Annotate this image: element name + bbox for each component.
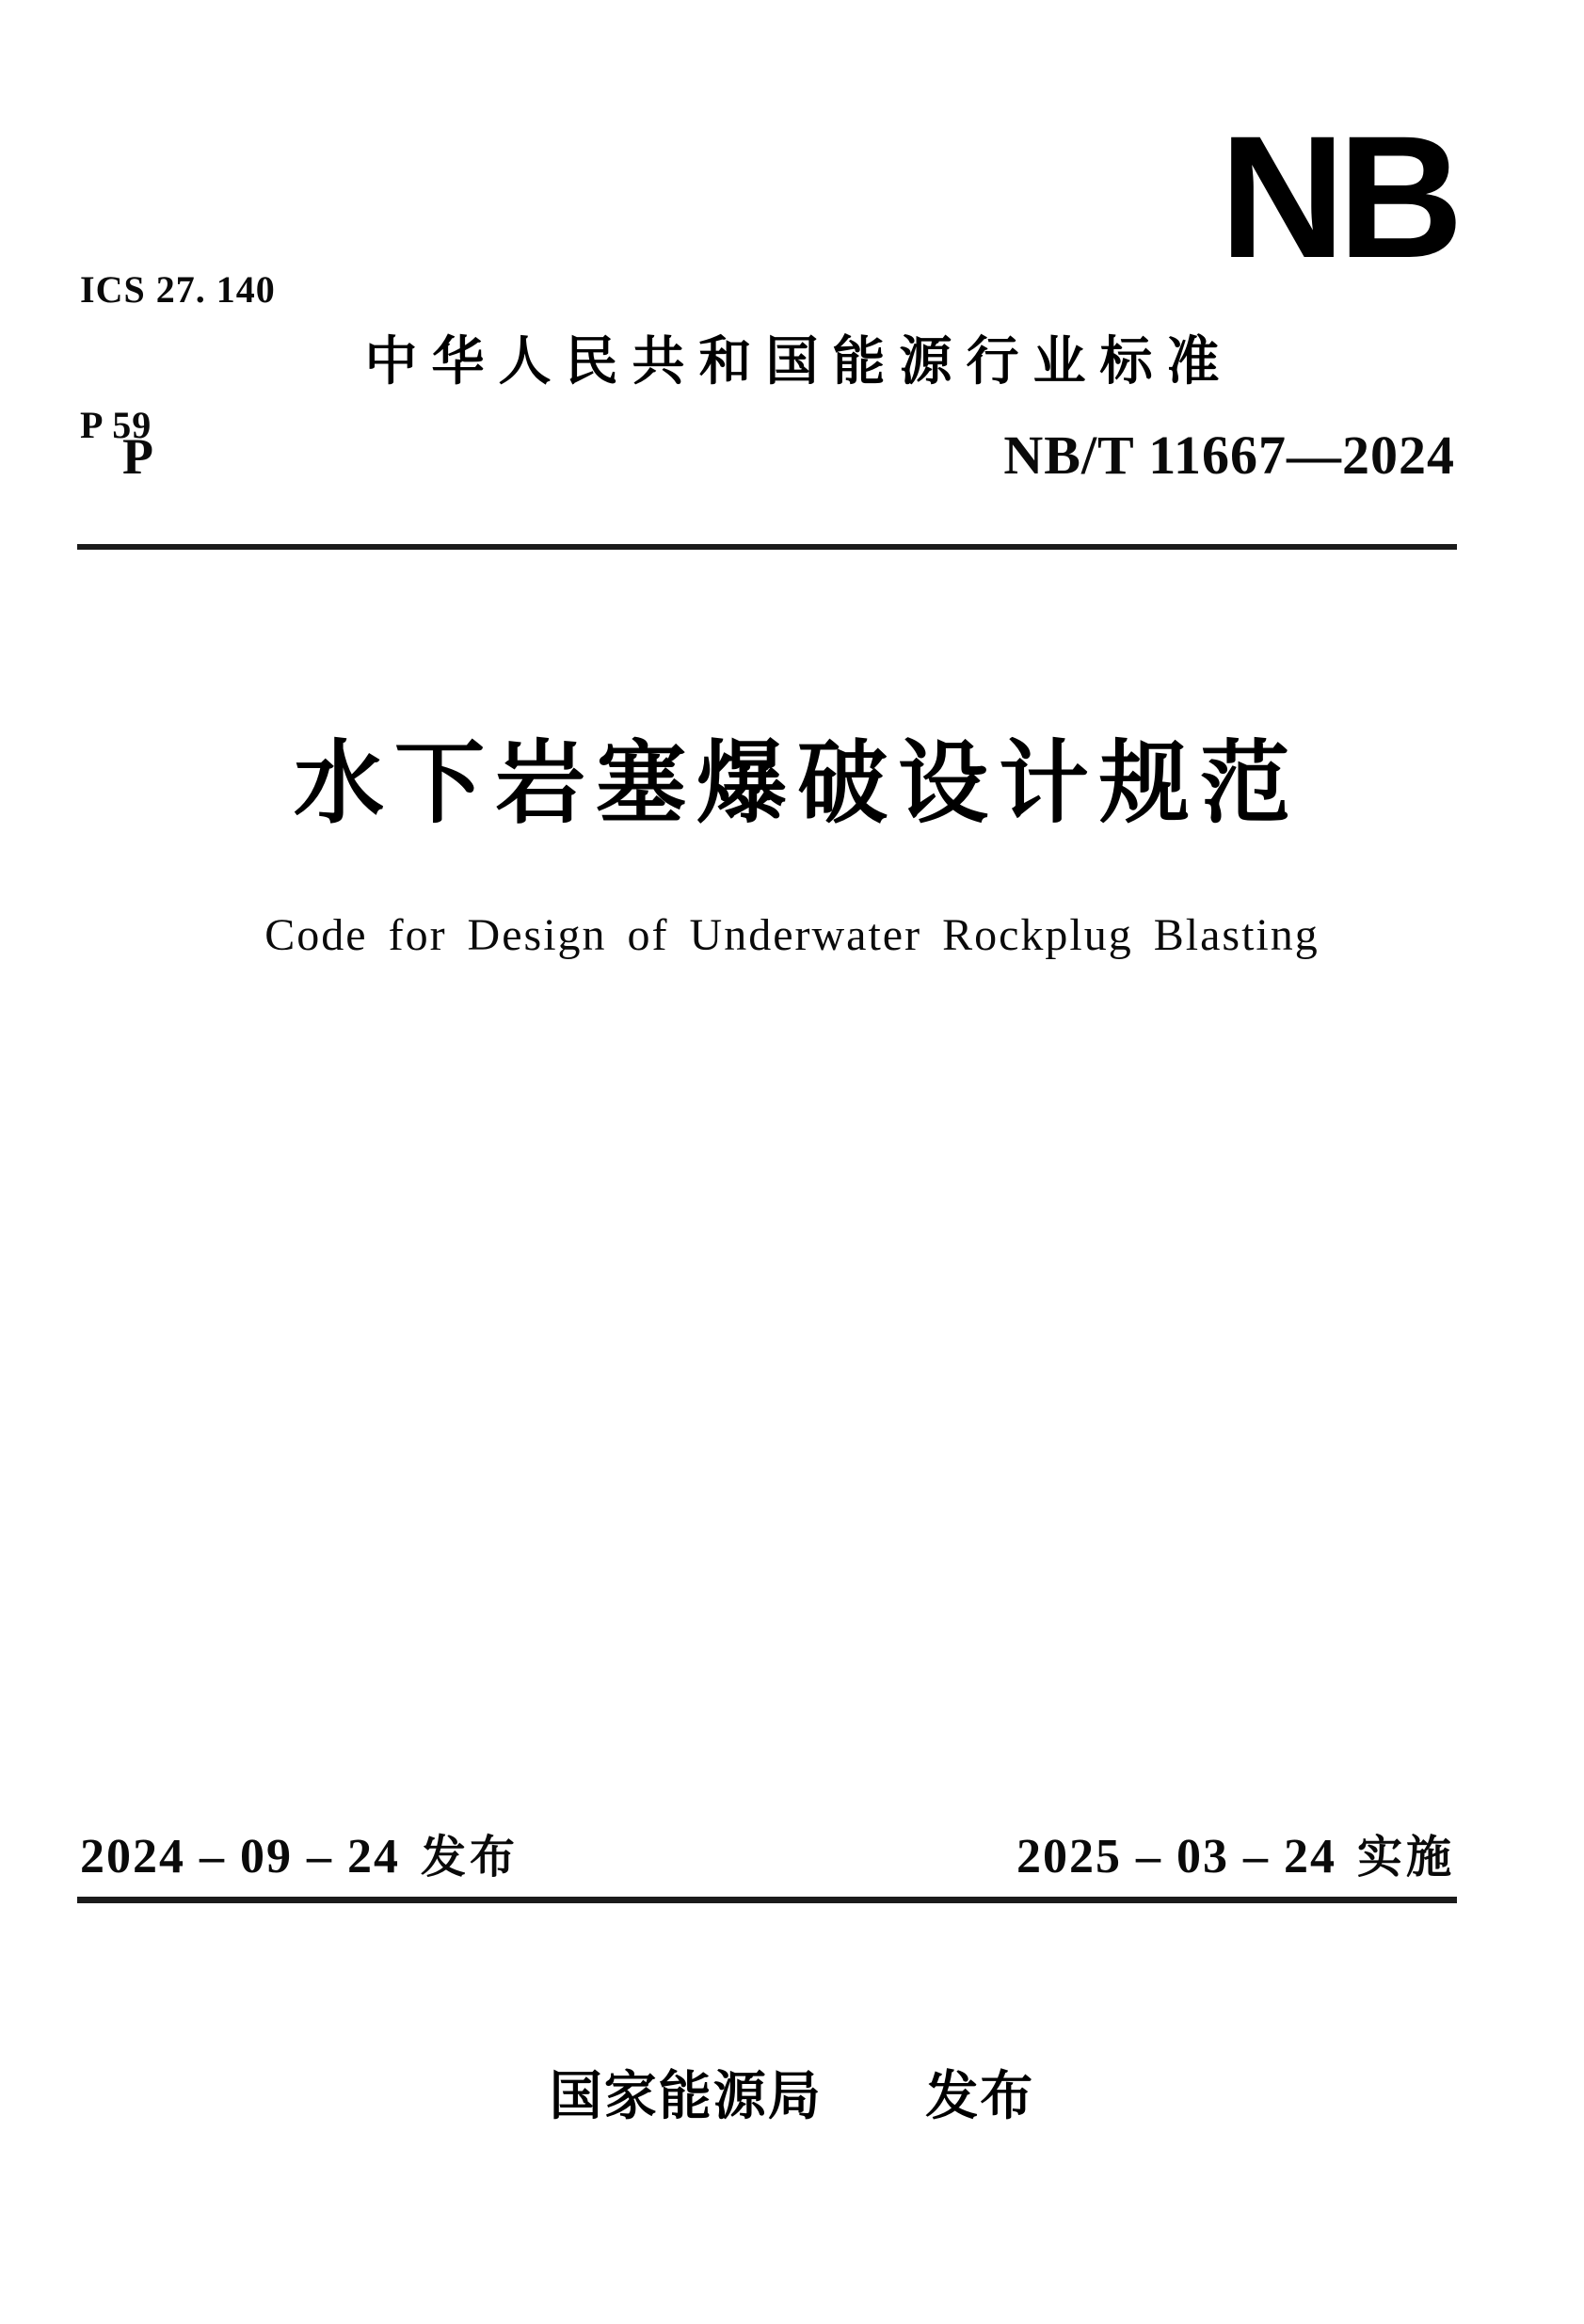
bottom-divider <box>77 1897 1457 1903</box>
issue-label: 发布 <box>421 1833 520 1883</box>
implement-date-line <box>1016 1820 1455 1885</box>
doc-class-letter: P <box>122 428 153 485</box>
issue-date: 2024 – 09 – 24 <box>80 1830 400 1883</box>
issue-date-line <box>80 1820 519 1885</box>
implement-label: 实施 <box>1356 1833 1455 1883</box>
standard-number: NB/T 11667—2024 <box>1003 425 1455 486</box>
publisher-name: 国家能源局 <box>549 2066 823 2125</box>
top-divider <box>77 544 1457 550</box>
dates-row <box>80 1820 1455 1885</box>
publish-label: 发布 <box>925 2066 1035 2125</box>
title-chinese: 水下岩塞爆破设计规范 <box>294 733 1301 834</box>
standard-category: 中华人民共和国能源行业标准 <box>364 331 1234 391</box>
title-english: Code for Design of Underwater Rockplug Blasting <box>264 910 1320 960</box>
ics-code: ICS 27. 140 <box>80 268 276 311</box>
implement-date: 2025 – 03 – 24 <box>1016 1830 1336 1883</box>
nb-logo: NB <box>1219 101 1456 295</box>
doc-class-code: P 59 <box>80 404 152 446</box>
publisher-row <box>0 2067 1584 2125</box>
